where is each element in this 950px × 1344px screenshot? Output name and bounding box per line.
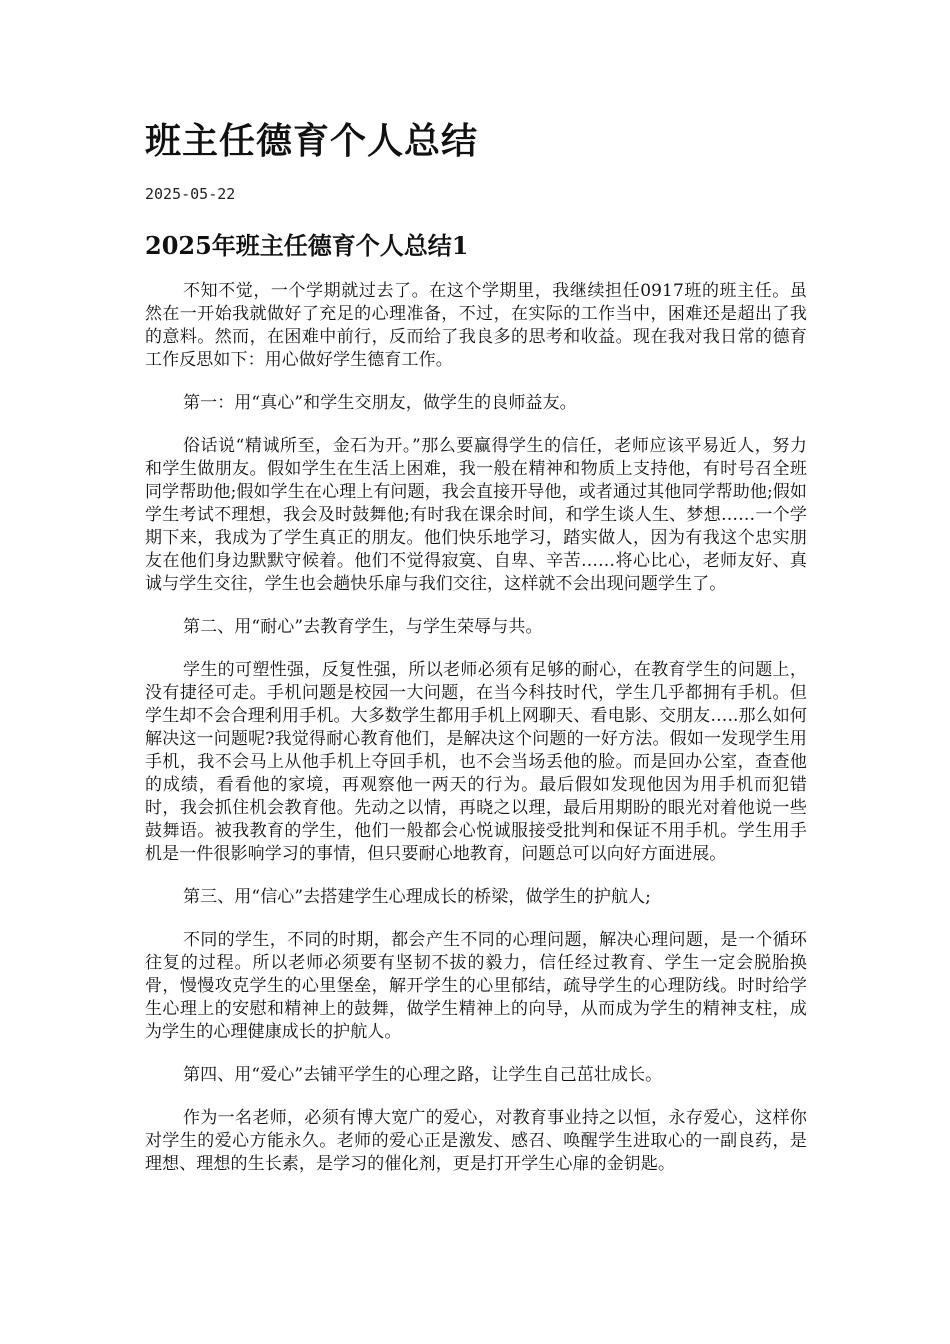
document-date: 2025-05-22 (145, 185, 236, 203)
paragraph-point-1-body: 俗话说“精诚所至，金石为开。”那么要赢得学生的信任，老师应该平易近人，努力和学生做朋友。假如学生在生活上困难，我一般在精神和物质上支持他，有时号召全班同学帮助他;假如学生在心理上有问题，我会直接开导他，或者通过其他同学帮助他;假如学生考试不理想，我会及时鼓舞他;有时我在课余时间，和学生谈人生、梦想……一个学期下来，我成为了学生真正的朋友。他们快乐地学习，踏实做人，因为有我这个忠实朋友在他们身边默默守候着。他们不觉得寂寞、自卑、辛苦……将心比心，老师友好、真诚与学生交往，学生也会趟快乐扉与我们交往，这样就不会出现问题学生了。 (145, 436, 807, 594)
document-body (145, 280, 807, 1196)
paragraph-intro: 不知不觉，一个学期就过去了。在这个学期里，我继续担任0917班的班主任。虽然在一开始我就做好了充足的心理准备，不过，在实际的工作当中，困难还是超出了我的意料。然而，在困难中前行，反而给了我良多的思考和收益。现在我对我日常的德育工作反思如下：用心做好学生德育工作。 (145, 281, 807, 370)
document-title: 班主任德育个人总结 (145, 120, 479, 162)
paragraph-point-4-body: 作为一名老师，必须有博大宽广的爱心，对教育事业持之以恒，永存爱心，这样你对学生的爱心方能永久。老师的爱心正是激发、感召、唤醒学生进取心的一副良药，是理想、理想的生长素，是学习的催化剂，更是打开学生心扉的金钥匙。 (145, 1108, 807, 1174)
paragraph-point-4-heading: 第四、用“爱心”去铺平学生的心理之路，让学生自己茁壮成长。 (183, 1065, 663, 1085)
paragraph-point-1-heading: 第一：用“真心”和学生交朋友，做学生的良师益友。 (183, 393, 577, 413)
paragraph-point-2-heading: 第二、用“耐心”去教育学生，与学生荣辱与共。 (183, 617, 543, 637)
paragraph-point-3-heading: 第三、用“信心”去搭建学生心理成长的桥梁，做学生的护航人; (183, 887, 652, 907)
section-heading: 2025年班主任德育个人总结1 (145, 231, 469, 260)
paragraph-point-3-body: 不同的学生，不同的时期，都会产生不同的心理问题，解决心理问题，是一个循环往复的过程。所以老师必须要有坚韧不拔的毅力，信任经过教育、学生一定会脱胎换骨，慢慢攻克学生的心里堡垒，解开学生的心里郁结，疏导学生的心理防线。时时给学生心理上的安慰和精神上的鼓舞，做学生精神上的向导，从而成为学生的精神支柱，成为学生的心理健康成长的护航人。 (145, 930, 807, 1042)
paragraph-point-2-body: 学生的可塑性强，反复性强，所以老师必须有足够的耐心，在教育学生的问题上，没有捷径可走。手机问题是校园一大问题，在当今科技时代，学生几乎都拥有手机。但学生却不会合理利用手机。大多数学生都用手机上网聊天、看电影、交朋友…..那么如何解决这一问题呢?我觉得耐心教育他们，是解决这个问题的一好方法。假如一发现学生用手机，我不会马上从他手机上夺回手机，也不会当场丢他的脸。而是回办公室，查查他的成绩，看看他的家境，再观察他一两天的行为。最后假如发现他因为用手机而犯错时，我会抓住机会教育他。先动之以情，再晓之以理，最后用期盼的眼光对着他说一些鼓舞语。被我教育的学生，他们一般都会心悦诚服接受批判和保证不用手机。学生用手机是一件很影响学习的事情，但只要耐心地教育，问题总可以向好方面进展。 (145, 660, 807, 864)
